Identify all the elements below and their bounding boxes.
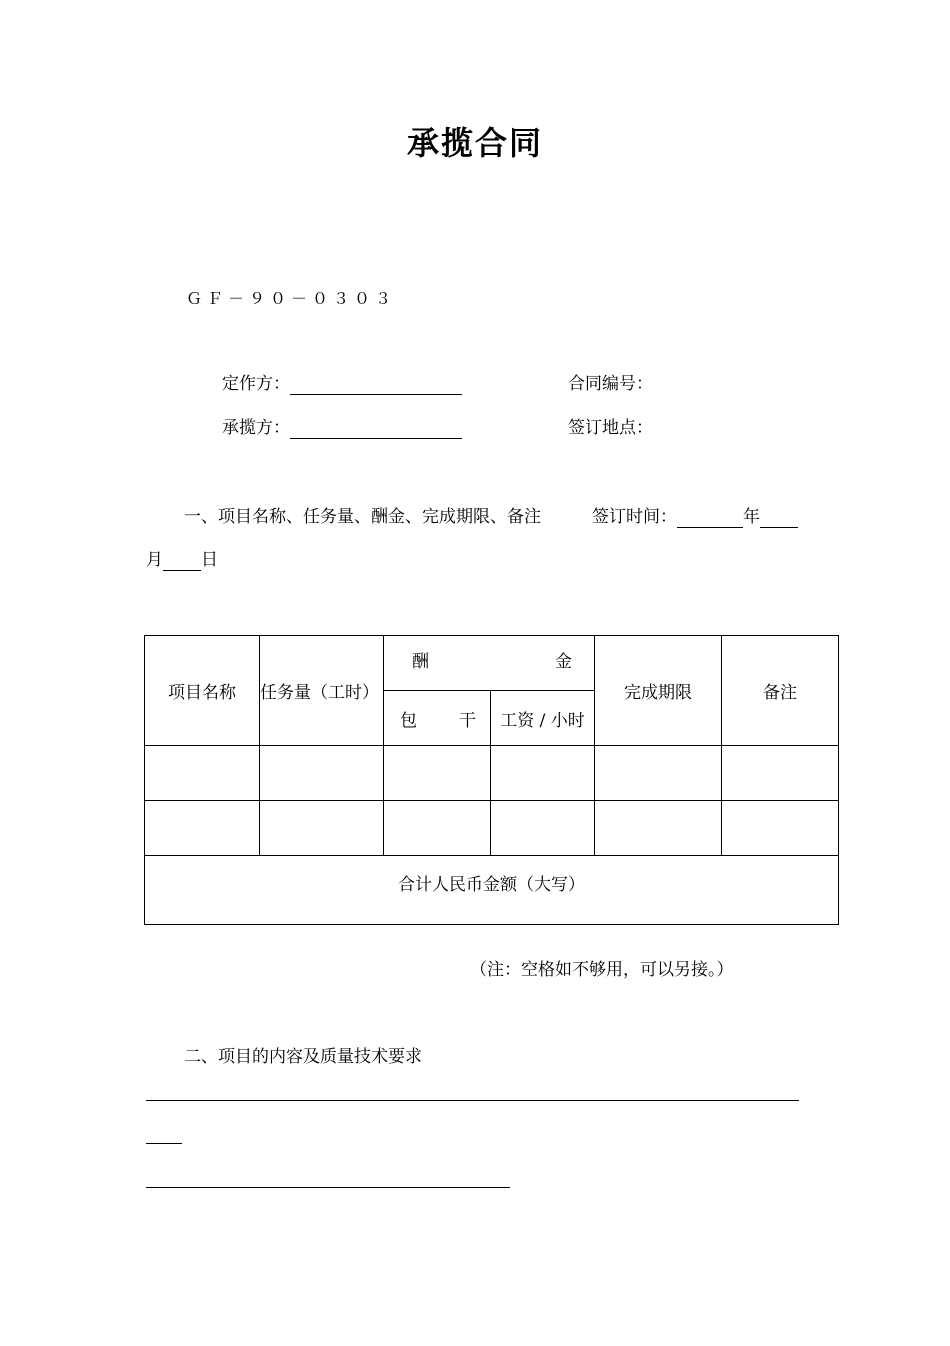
table-cell[interactable]	[722, 801, 839, 856]
sign-day-field[interactable]	[163, 552, 201, 571]
writing-line[interactable]	[146, 1143, 182, 1144]
sign-time-label: 签订时间：	[592, 507, 677, 527]
section1-heading: 一、项目名称、任务量、酬金、完成期限、备注	[184, 507, 541, 527]
document-title: 承揽合同	[406, 124, 543, 162]
writing-line[interactable]	[146, 1100, 799, 1101]
header-lump-right: 干	[459, 710, 476, 731]
table-row	[145, 746, 839, 801]
table-cell[interactable]	[722, 746, 839, 801]
table-header-row	[145, 636, 839, 691]
header-task-amount: 任务量（工时）	[260, 636, 384, 746]
contract-items-table	[144, 635, 839, 925]
day-label: 日	[201, 550, 218, 570]
header-fee-right: 金	[555, 651, 572, 672]
contractor-field[interactable]	[290, 420, 462, 439]
header-remarks: 备注	[722, 636, 839, 746]
header-deadline: 完成期限	[595, 636, 722, 746]
table-cell[interactable]	[145, 746, 260, 801]
header-fee	[384, 636, 595, 691]
contractor-row	[222, 417, 462, 439]
sign-year-field[interactable]	[677, 509, 743, 528]
section2-heading: 二、项目的内容及质量技术要求	[184, 1047, 422, 1067]
header-lump-left: 包	[400, 710, 417, 731]
header-wage-per-hour: 工资 / 小时	[491, 691, 595, 746]
table-cell[interactable]	[595, 801, 722, 856]
table-cell[interactable]	[384, 801, 491, 856]
header-item-name: 项目名称	[145, 636, 260, 746]
contract-no-label: 合同编号：	[568, 374, 653, 394]
table-total-row	[145, 856, 839, 925]
sign-month-field[interactable]	[760, 509, 798, 528]
table-cell[interactable]	[145, 801, 260, 856]
month-label: 月	[146, 550, 163, 570]
orderer-label: 定作方：	[222, 374, 290, 394]
contractor-label: 承揽方：	[222, 418, 290, 438]
table-note: （注：空格如不够用，可以另接。）	[470, 960, 734, 980]
form-code: ＧＦ－９０－０３０３	[186, 289, 397, 308]
orderer-field[interactable]	[290, 376, 462, 395]
writing-line[interactable]	[146, 1187, 510, 1188]
year-label: 年	[743, 507, 760, 527]
total-amount-label: 合计人民币金额（大写）	[398, 875, 585, 895]
table-cell[interactable]	[260, 746, 384, 801]
sign-date-row	[146, 549, 218, 571]
table-cell[interactable]	[595, 746, 722, 801]
table-row	[145, 801, 839, 856]
table-cell[interactable]	[384, 746, 491, 801]
table-cell[interactable]	[491, 746, 595, 801]
orderer-row	[222, 373, 462, 395]
total-amount-cell[interactable]	[145, 856, 839, 925]
header-lump-sum	[384, 691, 491, 746]
sign-time-row	[592, 506, 798, 528]
header-fee-left: 酬	[412, 651, 429, 672]
sign-place-label: 签订地点：	[568, 418, 653, 438]
table-cell[interactable]	[260, 801, 384, 856]
table-cell[interactable]	[491, 801, 595, 856]
